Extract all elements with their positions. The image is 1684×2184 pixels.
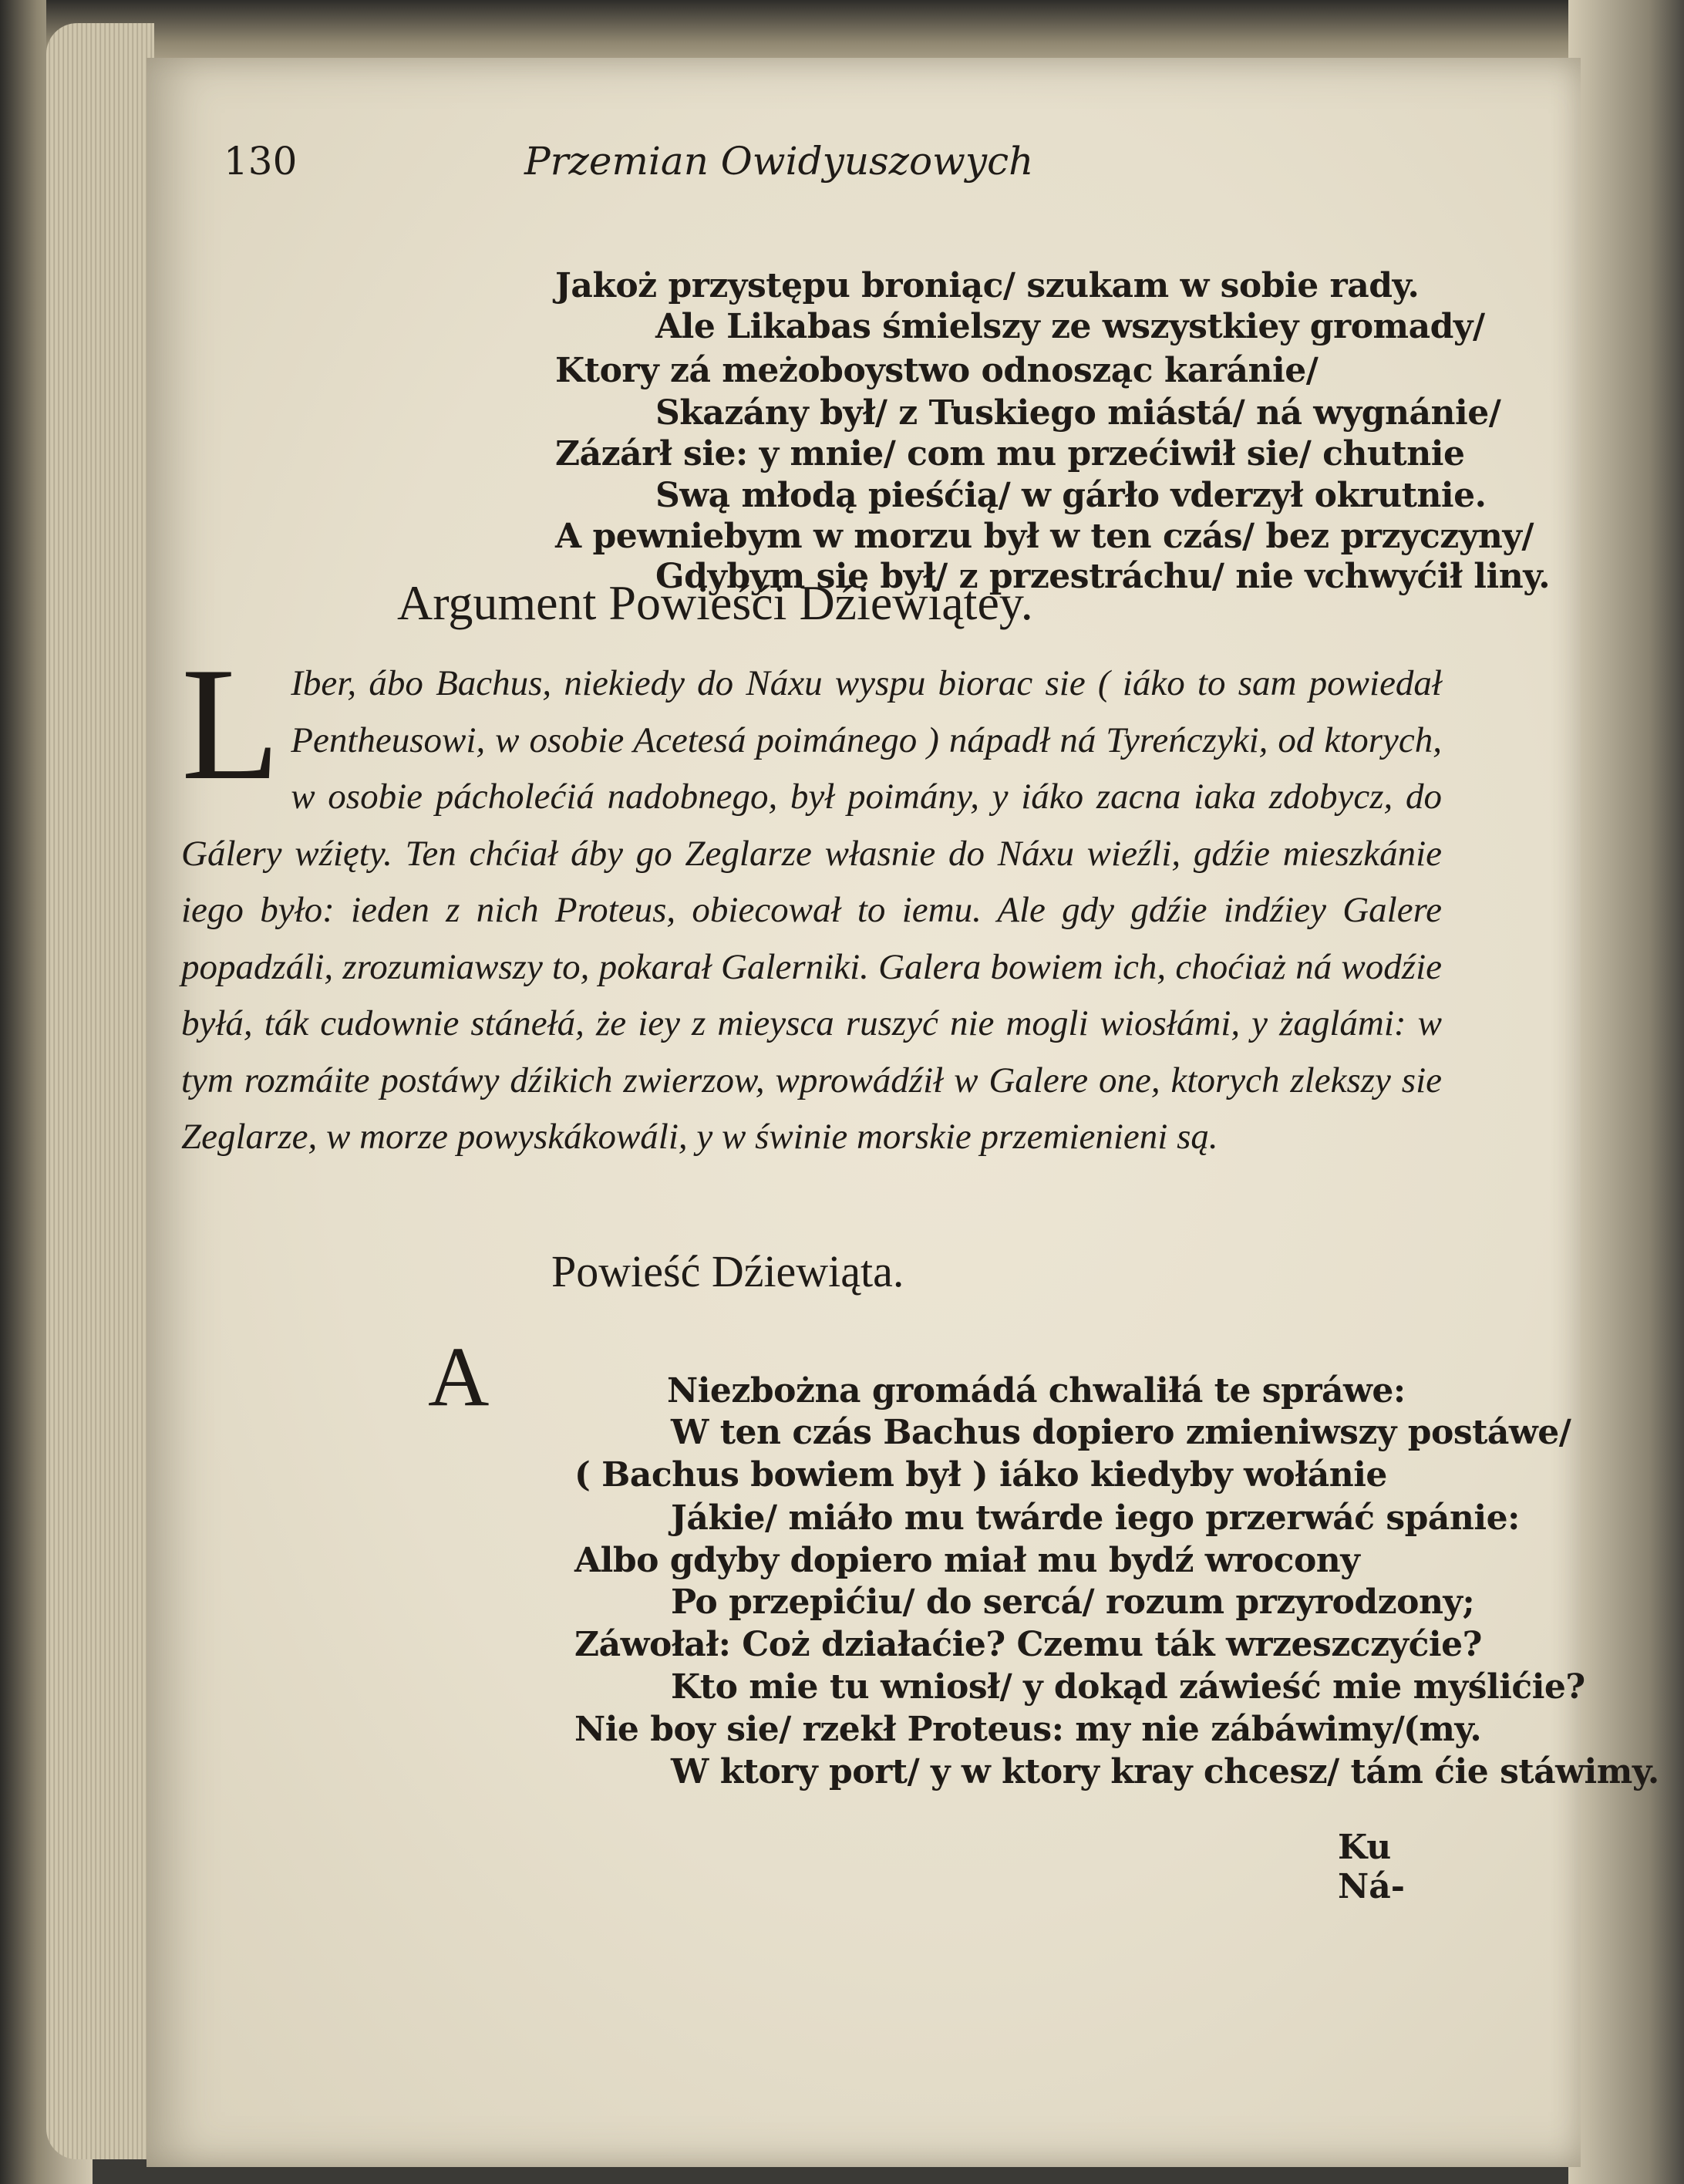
argument-text: Iber, ábo Bachus, niekiedy do Náxu wyspu biorac sie ( iáko to sam powiedał Pentheusowi, w osobie Acetesá poimánego ) nápadł ná Tyreńczyki, od ktorych, w osobie pácholećiá nadobnego, był poimány, y iáko zacna iaka zdobycz, do Gálery wźięty. Ten chćiał áby go Zeglarze własnie do Náxu wieźli, gdźie mieszkánie iego było: ieden z nich Proteus, obiecował to iemu. Ale gdy gdźie indźiey Galere popadzáli, zrozumiawszy to, pokarał Galerniki. Galera bowiem ich, choćiaż ná wodźie byłá, ták cudownie stánełá, że iey z mieysca ruszyć nie mogli wiosłámi, y żaglámi: w tym rozmáite postáwy dźikich zwierzow, wprowádźił w Galere one, ktorych zlekszy sie Zeglarze, w morze powyskákowáli, y w świnie morskie przemienieni są. xyxy=(181,663,1442,1157)
verse-line: Nie boy sie/ rzekł Proteus: my nie zábáwimy/ xyxy=(574,1710,1405,1749)
verse-line: A pewniebym w morzu był w ten czás/ bez przyczyny/ xyxy=(555,517,1534,556)
drop-capital: L xyxy=(181,635,281,814)
verse-line: Jakoż przystępu broniąc/ szukam w sobie rady. xyxy=(555,266,1420,305)
verse-line: Zázárł sie: y mnie/ com mu przećiwił sie/ chutnie xyxy=(555,434,1465,474)
verse-line: Niezbożna gromádá chwaliłá te spráwe: xyxy=(667,1371,1406,1410)
argument-heading: Argument Powieśći Dźiewiątey. xyxy=(397,575,1033,630)
verse-line: Ktory zá meżoboystwo odnosząc karánie/ xyxy=(555,351,1319,390)
running-head: Przemian Owidyuszowych xyxy=(524,139,1034,184)
verse-line: Albo gdyby dopiero miał mu bydź wrocony xyxy=(574,1541,1360,1580)
book-right-edge xyxy=(1568,0,1684,2184)
story-heading: Powieść Dźiewiąta. xyxy=(551,1246,904,1296)
verse-line: Gdybym sie był/ z przestráchu/ nie vchwyćił liny. xyxy=(655,557,1551,596)
verse-line: Záwołał: Coż działaćie? Czemu ták wrzeszczyćie? xyxy=(574,1625,1482,1664)
verse-line: Po przepićiu/ do sercá/ rozum przyrodzony; xyxy=(671,1582,1475,1622)
overflow-word: (my. xyxy=(1403,1710,1482,1749)
verse-line: Skazány był/ z Tuskiego miástá/ ná wygnánie/ xyxy=(655,393,1501,433)
argument-paragraph xyxy=(181,635,1442,1166)
drop-capital: A xyxy=(428,1330,490,1424)
verse-line: ( Bachus bowiem był ) iáko kiedyby wołánie xyxy=(574,1455,1387,1495)
verse-line: Kto mie tu wniosł/ y dokąd záwieść mie myślićie? xyxy=(671,1667,1585,1707)
verse-line: Swą młodą pieśćią/ w gárło vderzył okrutnie. xyxy=(655,476,1487,515)
catchword: Ku Ná- xyxy=(1338,1828,1405,1906)
verse-line: Jákie/ miáło mu twárde iego przerwáć spánie: xyxy=(671,1498,1520,1538)
verse-line: W ktory port/ y w ktory kray chcesz/ tám ćie stáwimy. xyxy=(671,1752,1659,1791)
verse-line: Ale Likabas śmielszy ze wszystkiey gromady/ xyxy=(655,307,1485,346)
verse-line: W ten czás Bachus dopiero zmieniwszy postáwe/ xyxy=(671,1413,1571,1452)
page-number: 130 xyxy=(224,139,298,184)
